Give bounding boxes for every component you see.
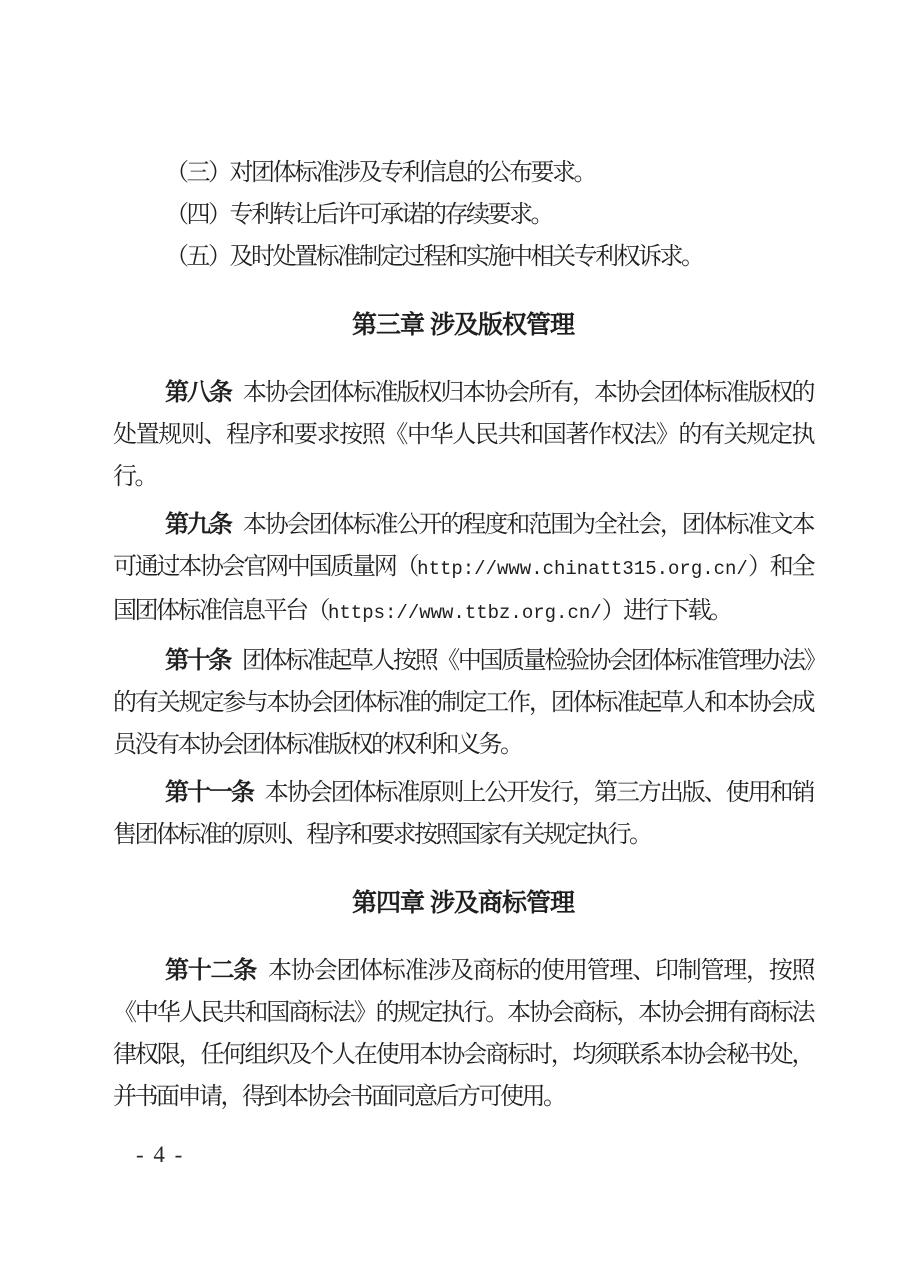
article-8-paragraph [113,372,813,498]
article-12-paragraph [113,950,813,1118]
article-11-label: 第十一条 [165,780,253,806]
article-8-label: 第八条 [165,380,231,406]
chapter-4-heading: 第四章 涉及商标管理 [352,889,574,917]
article-12-label: 第十二条 [165,958,257,984]
article-10-label: 第十条 [165,648,230,674]
document-content [113,152,813,1124]
chinatt315-url: http://www.chinatt315.org.cn/ [417,558,748,580]
article-11-text: 本协会团体标准原则上公开发行，第三方出版、使用和销售团体标准的原则、程序和要求按照国家有关规定执行。 [113,780,814,848]
article-9-text-middle: ）和全国团体标准信息平台（ [113,554,814,624]
article-9-text-end: ）进行下载。 [601,598,731,624]
article-10-text: 团体标准起草人按照《中国质量检验协会团体标准管理办法》的有关规定参与本协会团体标准的制定工作，团体标准起草人和本协会成员没有本协会团体标准版权的权利和义务。 [113,648,814,758]
list-item-five: （五）及时处置标准制定过程和实施中相关专利权诉求。 [165,244,703,270]
list-item-four: （四）专利转让后许可承诺的存续要求。 [165,202,552,228]
article-10-paragraph [113,640,813,766]
list-item-three: （三）对团体标准涉及专利信息的公布要求。 [165,160,595,186]
article-11-paragraph [113,772,813,856]
article-12-text: 本协会团体标准涉及商标的使用管理、印制管理，按照《中华人民共和国商标法》的规定执行。本协会商标，本协会拥有商标法律权限，任何组织及个人在使用本协会商标时，均须联系本协会秘书处，并书面申请，得到本协会书面同意后方可使用。 [113,958,814,1110]
article-9-paragraph [113,504,813,634]
article-9-label: 第九条 [165,512,231,538]
page-number: - 4 - [136,1142,185,1167]
article-8-text: 本协会团体标准版权归本协会所有，本协会团体标准版权的处置规则、程序和要求按照《中华人民共和国著作权法》的有关规定执行。 [113,380,814,490]
chapter-3-heading: 第三章 涉及版权管理 [352,311,574,339]
article-9-text-start: 本协会团体标准公开的程度和范围为全社会，团体标准文本可通过本协会官网中国质量网（ [113,512,814,580]
ttbz-url: https://www.ttbz.org.cn/ [328,602,602,624]
